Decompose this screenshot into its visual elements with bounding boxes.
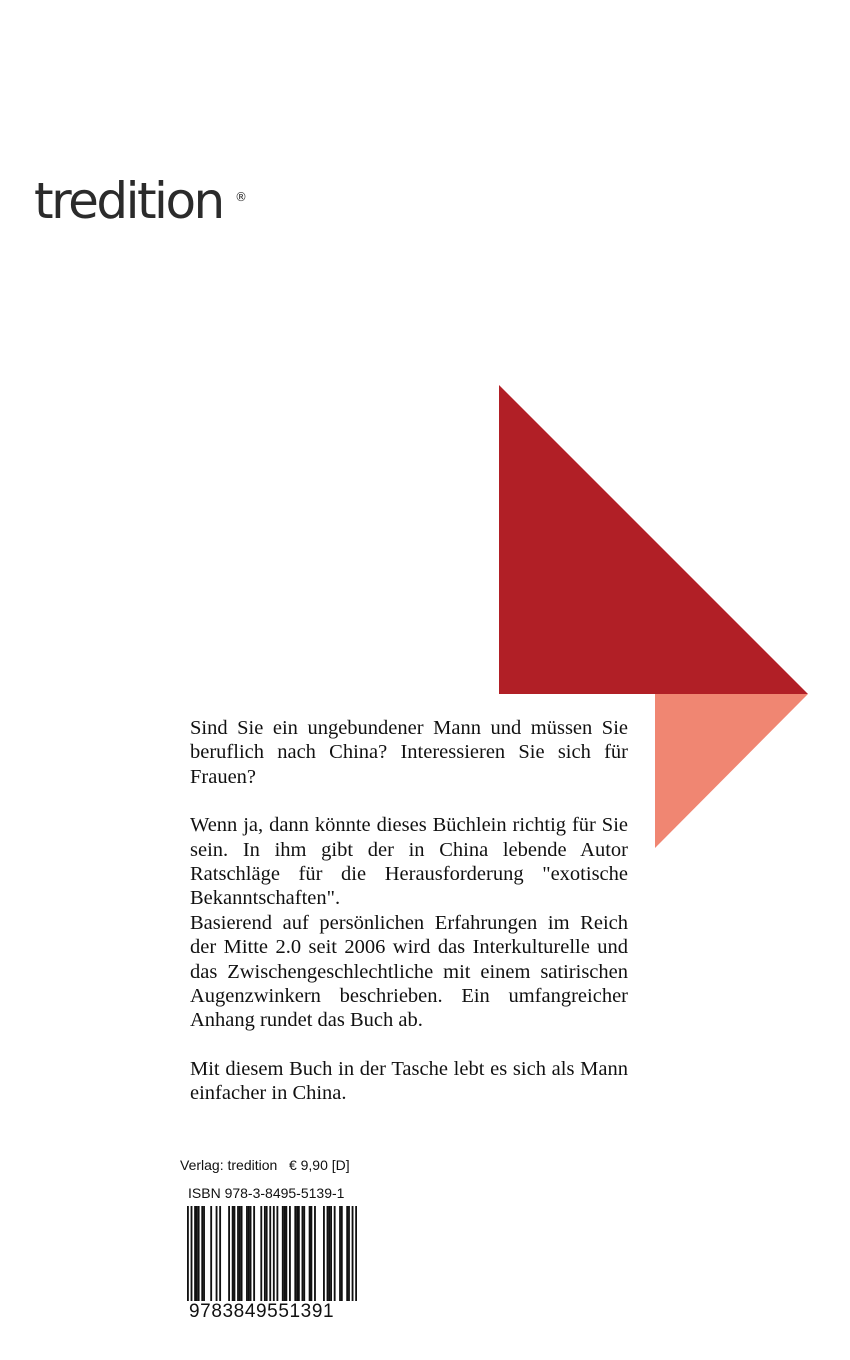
barcode-bar — [314, 1206, 316, 1301]
barcode-bar — [198, 1206, 200, 1301]
barcode-bar — [234, 1206, 236, 1301]
barcode-bar — [276, 1206, 278, 1301]
barcode-bars — [187, 1206, 357, 1301]
barcode-bar — [341, 1206, 343, 1301]
barcode-bar — [282, 1206, 284, 1301]
barcode-bar — [203, 1206, 205, 1301]
barcode-bar — [310, 1206, 312, 1301]
barcode-bar — [187, 1206, 189, 1301]
barcode-bar — [294, 1206, 296, 1301]
publisher-price-line: Verlag: tredition € 9,90 [D] — [180, 1157, 350, 1173]
barcode-bar — [246, 1206, 248, 1301]
isbn-label: ISBN 978-3-8495-5139-1 — [188, 1185, 345, 1201]
tredition-logo: tredition — [34, 172, 223, 230]
ean-number: 9783849551391 — [189, 1301, 335, 1322]
barcode-bar — [348, 1206, 350, 1301]
barcode-bar — [191, 1206, 193, 1301]
barcode-bar — [269, 1206, 271, 1301]
barcode-bar — [339, 1206, 341, 1301]
barcode-bar — [327, 1206, 329, 1301]
registered-trademark-mark: ® — [235, 190, 247, 204]
barcode-bar — [273, 1206, 275, 1301]
barcode-bar — [228, 1206, 230, 1301]
dark-red-triangle — [499, 385, 808, 694]
barcode-bar — [241, 1206, 243, 1301]
barcode-bar — [250, 1206, 252, 1301]
barcode-bar — [346, 1206, 348, 1301]
barcode-bar — [334, 1206, 336, 1301]
barcode-bar — [264, 1206, 266, 1301]
barcode-bar — [323, 1206, 325, 1301]
barcode-bar — [201, 1206, 203, 1301]
blurb-paragraph-1: Sind Sie ein ungebundener Mann und müssen Sie beruflich nach China? Interessieren Sie sich für Frauen? — [190, 717, 628, 788]
barcode-bar — [303, 1206, 305, 1301]
barcode-bar — [296, 1206, 298, 1301]
barcode-bar — [239, 1206, 241, 1301]
barcode-bar — [298, 1206, 300, 1301]
barcode-bar — [232, 1206, 234, 1301]
barcode-bar — [328, 1206, 330, 1301]
barcode-bar — [253, 1206, 255, 1301]
back-cover-blurb — [190, 716, 628, 1106]
barcode-bar — [352, 1206, 354, 1301]
barcode-bar — [219, 1206, 221, 1301]
barcode-bar — [330, 1206, 332, 1301]
barcode-bar — [309, 1206, 311, 1301]
barcode-bar — [237, 1206, 239, 1301]
barcode-bar — [289, 1206, 291, 1301]
blurb-paragraph-2: Wenn ja, dann könnte dieses Büchlein richtig für Sie sein. In ihm gibt der in China lebende Autor Ratschläge für die Herausforderung "exotische Bekanntschaften". — [190, 814, 628, 910]
blurb-paragraph-4: Mit diesem Buch in der Tasche lebt es sich als Mann einfacher in China. — [190, 1057, 628, 1105]
barcode-bar — [196, 1206, 198, 1301]
barcode-bar — [266, 1206, 268, 1301]
barcode-bar — [284, 1206, 286, 1301]
salmon-triangle — [655, 694, 808, 848]
barcode-bar — [355, 1206, 357, 1301]
blurb-paragraph-3: Basierend auf persönlichen Erfahrungen im Reich der Mitte 2.0 seit 2006 wird das Interkulturelle und das Zwischengeschlechtliche mit einem satirischen Augenzwinkern beschrieben. Ein umfangreicher Anhang rundet das Buch ab. — [190, 911, 628, 1032]
barcode-bar — [194, 1206, 196, 1301]
barcode-bar — [248, 1206, 250, 1301]
barcode-bar — [210, 1206, 212, 1301]
barcode-bar — [285, 1206, 287, 1301]
barcode-bar — [260, 1206, 262, 1301]
barcode-bar — [216, 1206, 218, 1301]
barcode-bar — [302, 1206, 304, 1301]
